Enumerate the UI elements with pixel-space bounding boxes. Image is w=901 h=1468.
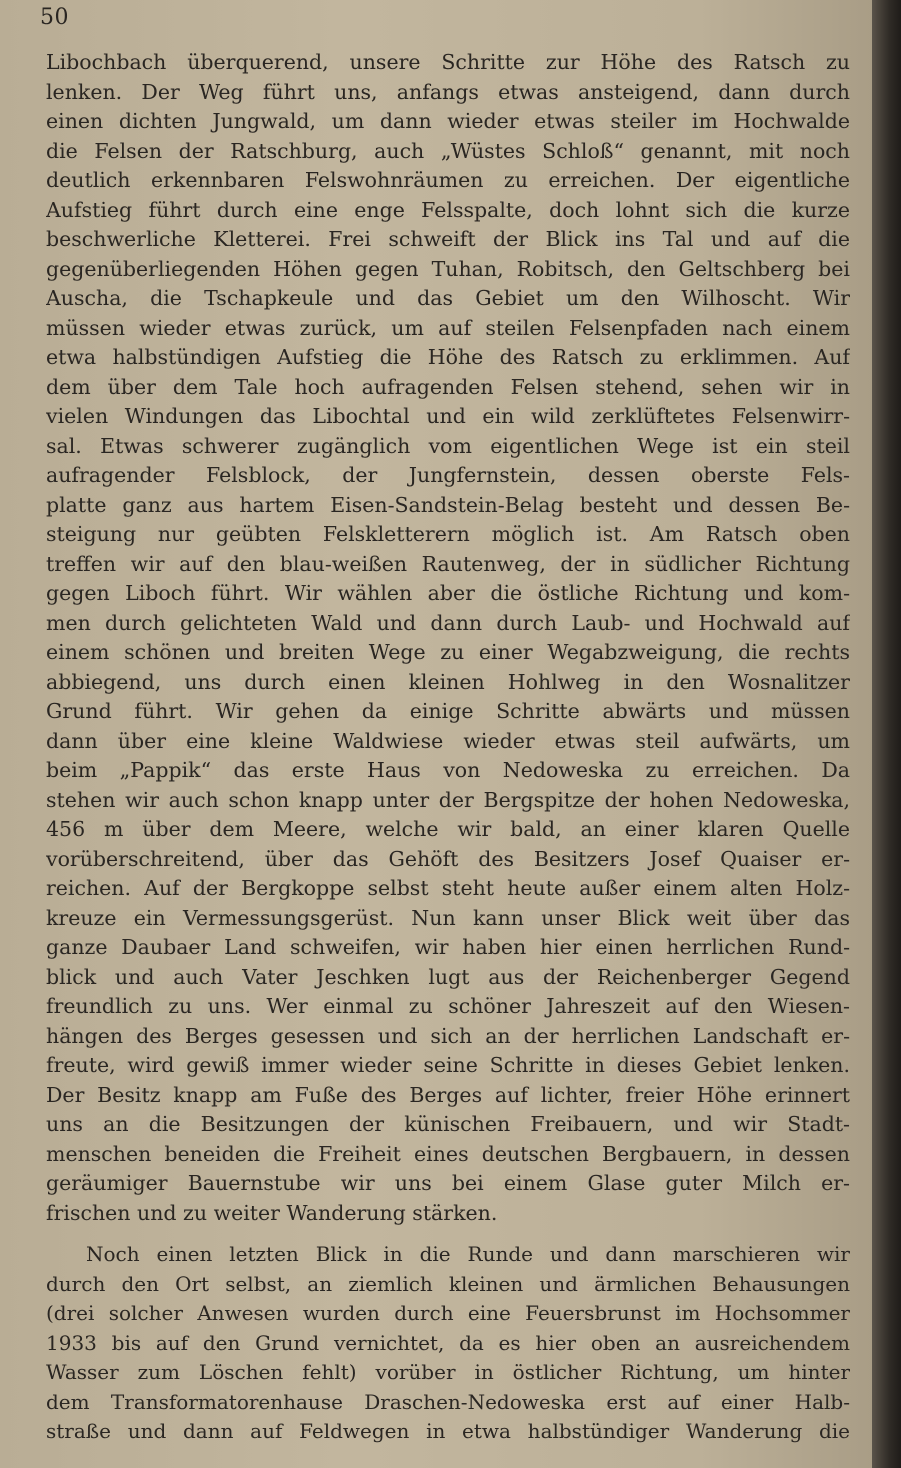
text-line: Grund führt. Wir gehen da einige Schritte abwärts und müssen — [46, 699, 850, 723]
text-line: 456 m über dem Meere, welche wir bald, an einer klaren Quelle — [46, 817, 850, 841]
text-line: Wasser zum Löschen fehlt) vorüber in östlicher Richtung, um hinter — [46, 1360, 850, 1384]
text-line: freundlich zu uns. Wer einmal zu schöner Jahreszeit auf den Wiesen- — [46, 994, 850, 1018]
text-line: uns an die Besitzungen der künischen Freibauern, und wir Stadt- — [46, 1112, 850, 1136]
text-line: deutlich erkennbaren Felswohnräumen zu erreichen. Der eigentliche — [46, 168, 850, 192]
text-line: müssen wieder etwas zurück, um auf steilen Felsenpfaden nach einem — [46, 315, 850, 340]
text-line: einem schönen und breiten Wege zu einer Wegabzweigung, die rechts — [46, 640, 850, 664]
text-line: gegenüberliegenden Höhen gegen Tuhan, Robitsch, den Geltschberg bei — [46, 256, 850, 281]
text-line: Aufstieg führt durch eine enge Felsspalte, doch lohnt sich die kurze — [46, 197, 850, 222]
text-line: platte ganz aus hartem Eisen-Sandstein-Belag besteht und dessen Be- — [46, 492, 850, 517]
text-line: hängen des Berges gesessen und sich an der herrlichen Landschaft er- — [46, 1023, 850, 1048]
text-line: etwa halbstündigen Aufstieg die Höhe des Ratsch zu erklimmen. Auf — [46, 345, 850, 369]
paragraph-1 — [46, 48, 850, 1228]
text-line: beschwerliche Kletterei. Frei schweift der Blick ins Tal und auf die — [46, 227, 850, 251]
text-line: vielen Windungen das Libochtal und ein wild zerklüftetes Felsenwirr- — [46, 404, 850, 428]
text-line: durch den Ort selbst, an ziemlich kleinen und ärmlichen Behausungen — [46, 1271, 850, 1296]
book-spine-shadow — [872, 0, 901, 1468]
text-line: Auscha, die Tschapkeule und das Gebiet um den Wilhoscht. Wir — [46, 286, 850, 310]
text-line: straße und dann auf Feldwegen in etwa halbstündiger Wanderung die — [46, 1419, 850, 1443]
paragraph-gap — [46, 1228, 850, 1240]
text-line: 1933 bis auf den Grund vernichtet, da es hier oben an ausreichendem — [46, 1330, 850, 1355]
text-line: steigung nur geübten Felskletterern möglich ist. Am Ratsch oben — [46, 522, 850, 546]
text-line: sal. Etwas schwerer zugänglich vom eigentlichen Wege ist ein steil — [46, 433, 850, 458]
text-line: (drei solcher Anwesen wurden durch eine Feuersbrunst im Hochsommer — [46, 1301, 850, 1325]
text-line: gegen Liboch führt. Wir wählen aber die östliche Richtung und kom- — [46, 581, 850, 605]
text-line: freute, wird gewiß immer wieder seine Schritte in dieses Gebiet lenken. — [46, 1053, 850, 1077]
text-line: dem über dem Tale hoch aufragenden Felsen stehend, sehen wir in — [46, 374, 850, 399]
text-line: dann über eine kleine Waldwiese wieder etwas steil aufwärts, um — [46, 728, 850, 753]
text-line: lenken. Der Weg führt uns, anfangs etwas ansteigend, dann durch — [46, 79, 850, 104]
text-line: blick und auch Vater Jeschken lugt aus der Reichenberger Gegend — [46, 964, 850, 989]
text-line: frischen und zu weiter Wanderung stärken. — [46, 1200, 498, 1225]
text-line: kreuze ein Vermessungsgerüst. Nun kann unser Blick weit über das — [46, 905, 850, 930]
text-line: beim „Pappik“ das erste Haus von Nedoweska zu erreichen. Da — [46, 758, 850, 782]
text-line: men durch gelichteten Wald und dann durch Laub- und Hochwald auf — [46, 610, 850, 635]
paragraph-2 — [46, 1240, 850, 1447]
text-line: einen dichten Jungwald, um dann wieder etwas steiler im Hochwalde — [46, 109, 850, 133]
text-line: menschen beneiden die Freiheit eines deutschen Bergbauern, in dessen — [46, 1141, 850, 1166]
text-line: die Felsen der Ratschburg, auch „Wüstes Schloß“ genannt, mit noch — [46, 138, 850, 163]
text-line: vorüberschreitend, über das Gehöft des Besitzers Josef Quaiser er- — [46, 846, 850, 871]
text-line: geräumiger Bauernstube wir uns bei einem Glase guter Milch er- — [46, 1171, 850, 1195]
text-line: Der Besitz knapp am Fuße des Berges auf lichter, freier Höhe erinnert — [46, 1082, 850, 1107]
page-number: 50 — [40, 5, 69, 30]
text-line: ganze Daubaer Land schweifen, wir haben hier einen herrlichen Rund- — [46, 935, 850, 959]
text-line: Noch einen letzten Blick in die Runde und dann marschieren wir — [86, 1242, 850, 1266]
text-line: treffen wir auf den blau-weißen Rautenweg, der in südlicher Richtung — [46, 551, 850, 576]
text-line: reichen. Auf der Bergkoppe selbst steht heute außer einem alten Holz- — [46, 876, 850, 900]
text-line: aufragender Felsblock, der Jungfernstein, dessen oberste Fels- — [46, 463, 850, 487]
text-line: abbiegend, uns durch einen kleinen Hohlweg in den Wosnalitzer — [46, 669, 850, 694]
text-line: dem Transformatorenhause Draschen-Nedoweska erst auf einer Halb- — [46, 1389, 850, 1414]
text-line: Libochbach überquerend, unsere Schritte zur Höhe des Ratsch zu — [46, 50, 850, 74]
text-line: stehen wir auch schon knapp unter der Bergspitze der hohen Nedoweska, — [46, 787, 850, 812]
